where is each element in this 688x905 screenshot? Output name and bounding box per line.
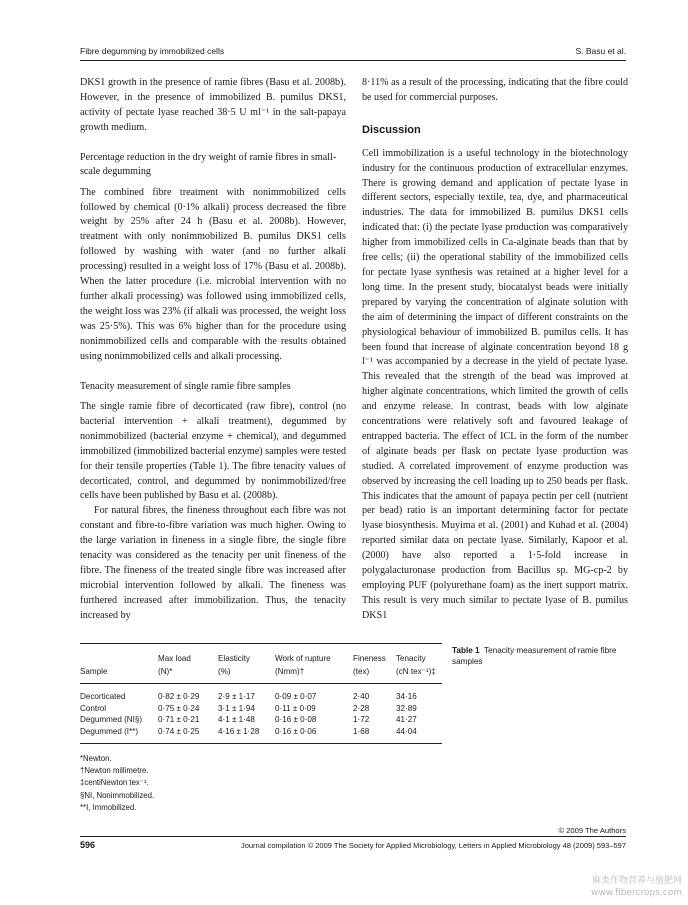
header-authors: S. Basu et al. — [575, 46, 626, 56]
discussion-paragraph: Cell immobilization is a useful technology in the biotechnology industry for the continuous production of extracellular enzymes. There is growing demand and application of pectate lyase in different sectors, especially textile, tea, dye, and pharmaceutical industries. The data for immobilized B. pumilus DKS1 cells indicated that: (i) the pectate lyase production was comparatively higher from immobilized cells in Ca-alginate beads than that by free cells; (ii) the operational stability of the immobilized cells for pectate lyase synthesis was retained at a higher level for a long time. In the present study, biocatalyst beads were initially prepared by varying the concentration of alginate solution with the aim of determining the impact of different constraints on the physiological behaviour of immobilized B. pumilus cells. It has been found that increase of alginate concentration beyond 18 g l⁻¹ was accompanied by a decrease in the yield of pectate lyase. This revealed that the strength of the bead was improved at higher alginate concentrations, which limited the growth of cells and enzyme release. In contrast, beads with low alginate concentrations were relatively soft and favoured leakage of entrapped bacteria. The effect of ICL in the form of the number of alginate beads per flask on pectate lyase production was studied. A correlated improvement of enzyme production was observed by increasing the cell loading up to 250 beads per flask. This indicates that the amount of papaya pectin per cell (nutrient per bead) ratio is an important determining factor for pectate lyase biosynthesis. Muyima et al. (2001) and Kuhad et al. (2004) reported similar data on pectate lyase. Similarly, Kapoor et al. (2000) have also reported a 1·5-fold increase in polygalacturonase production from Bacillus sp. MG-cp-2 by employing PUF (polyurethane foam) as the inert support matrix. This result is very much similar to pectate lyase of B. pumilus DKS1 — [362, 147, 628, 621]
footnote: †Newton millimetre. — [80, 766, 149, 776]
table-cell: 44·04 — [396, 726, 417, 736]
table-cell: 0·16 ± 0·06 — [275, 726, 317, 736]
table-row — [80, 714, 442, 726]
table-cell: 3·1 ± 1·94 — [218, 703, 255, 713]
table-header-cell: Work of rupture — [275, 654, 331, 663]
table-cell: 0·75 ± 0·24 — [158, 703, 200, 713]
table-caption — [452, 645, 632, 667]
table-header-cell: Sample — [80, 667, 108, 676]
table-caption-label: Table 1 — [452, 646, 480, 655]
table-cell: Decorticated — [80, 692, 126, 701]
right-column — [362, 76, 628, 624]
table-cell: 0·11 ± 0·09 — [275, 703, 316, 713]
discussion-heading: Discussion — [362, 123, 421, 136]
right-paragraph-1: 8·11% as a result of the processing, indicating that the fibre could be used for commercial purposes. — [362, 77, 628, 103]
watermark-url: www.fibercrops.com — [591, 888, 682, 898]
table-row — [80, 691, 442, 703]
table-cell: 0·74 ± 0·25 — [158, 726, 200, 736]
table-cell: 1·72 — [353, 715, 370, 724]
header-rule — [80, 60, 626, 61]
table-cell: 32·89 — [396, 703, 417, 713]
table-header-cell: Max load — [158, 654, 191, 663]
table-cell: 0·71 ± 0·21 — [158, 715, 200, 724]
table-cell: 34·16 — [396, 692, 417, 701]
footnote: §NI, Nonimmobilized. — [80, 790, 155, 800]
left-paragraph-1: DKS1 growth in the presence of ramie fibres (Basu et al. 2008b). However, in the presence of immobilized B. pumilus DKS1, activity of pectate lyase reached 38·5 U ml⁻¹ in the salt-papaya growth medium. — [80, 77, 346, 133]
header-title: Fibre degumming by immobilized cells — [80, 46, 225, 56]
table-cell: 1·68 — [353, 726, 370, 736]
table-header-cell: Elasticity — [218, 654, 250, 663]
table-footnotes — [80, 753, 154, 814]
table-row — [80, 726, 442, 738]
table-cell: 4·1 ± 1·48 — [218, 715, 255, 724]
table-header-cell: (tex) — [353, 667, 370, 676]
table-cell: Control — [80, 703, 107, 713]
table-header-row — [80, 665, 442, 678]
footer-rule — [80, 836, 626, 837]
left-paragraph-4: For natural fibres, the fineness throughout each fibre was not constant and fibre-to-fibre variation was much higher. Owing to the large variation in fineness in a single fibre, the single fibre tenacity was considered as the tenacity per unit fineness of the fibre. The fineness of the treated single fibre was increased after microbial intervention followed by alkali. The fineness was furthered increased after immobilization. Thus, the tenacity increased by — [80, 505, 346, 621]
table-header-cell: (%) — [218, 667, 231, 676]
footnote: **I, Immobilized. — [80, 802, 137, 812]
table-cell: Degummed (NI§) — [80, 715, 143, 724]
section-heading-tenacity: Tenacity measurement of single ramie fibre samples — [80, 380, 291, 392]
table-header-row — [80, 652, 442, 665]
table-cell: 0·82 ± 0·29 — [158, 692, 200, 701]
table-cell: 4·16 ± 1·28 — [218, 726, 260, 736]
footnote: *Newton. — [80, 754, 112, 763]
table-cell: 0·09 ± 0·07 — [275, 692, 317, 701]
left-column — [80, 76, 346, 624]
journal-citation: Journal compilation © 2009 The Society for Applied Microbiology, Letters in Applied Microbiology 48 (2009) 593–597 — [240, 841, 626, 850]
table-header-cell: (Nmm)† — [275, 667, 305, 676]
table-cell: Degummed (I**) — [80, 726, 139, 736]
section-heading-weight: Percentage reduction in the dry weight of ramie fibres in small-scale degumming — [80, 151, 337, 178]
table-cell: 0·16 ± 0·08 — [275, 715, 317, 724]
table-row — [80, 703, 442, 715]
table-cell: 41·27 — [396, 715, 417, 724]
tenacity-table — [80, 643, 442, 744]
table-caption-text: Tenacity measurement of ramie fibre samples — [452, 646, 617, 666]
table-cell: 2·28 — [353, 703, 370, 713]
page-number: 596 — [80, 840, 96, 850]
site-watermark — [591, 875, 682, 899]
watermark-title: 麻类作物营养与施肥网 — [591, 876, 682, 886]
table-header-cell: (N)* — [158, 667, 173, 676]
table-header-cell: (cN tex⁻¹)‡ — [396, 667, 436, 676]
table-cell: 2·9 ± 1·17 — [218, 692, 255, 701]
table-header-cell — [80, 652, 158, 665]
footnote: ‡centiNewton tex⁻¹. — [80, 778, 149, 788]
running-header — [80, 46, 626, 56]
left-paragraph-3: The single ramie fibre of decorticated (raw fibre), control (no bacterial intervention + alkali treatment), degummed by nonimmobilized (bacterial enzyme + chemical), and degummed immobilized (immobilized bacterial enzyme) samples were tested for their tensile properties (Table 1). The fibre tenacity values of decorticated, control, and degummed by nonimmobilized/free cells have been published by Basu et al. (2008b). — [80, 401, 346, 502]
left-paragraph-2: The combined fibre treatment with nonimmobilized cells followed by chemical (0·1% alkali) process decreased the fibre weight by 25% after 24 h (Basu et al. 2008b). However, treatment with only nonimmobilized B. pumilus DKS1 cells followed by washing with water (and no further alkali processing) resulted in a weight loss of 17% (Basu et al. 2008b). When the latter procedure (i.e. microbial intervention with no further alkali processing) was followed using immobilized cells, the weight loss was 23% (if alkali was processed, the weight loss was 25·5%). This was 6% higher than for the procedure using nonimmobilized cells and comparable with the results obtained using nonimmobilized cells and alkali processing. — [80, 186, 346, 362]
table-cell: 2·40 — [353, 692, 370, 701]
table-header-cell: Fineness — [353, 654, 386, 663]
table-bottom-rule — [80, 743, 442, 744]
footer-copyright: © 2009 The Authors — [558, 826, 626, 835]
table-header-cell: Tenacity — [396, 654, 426, 663]
